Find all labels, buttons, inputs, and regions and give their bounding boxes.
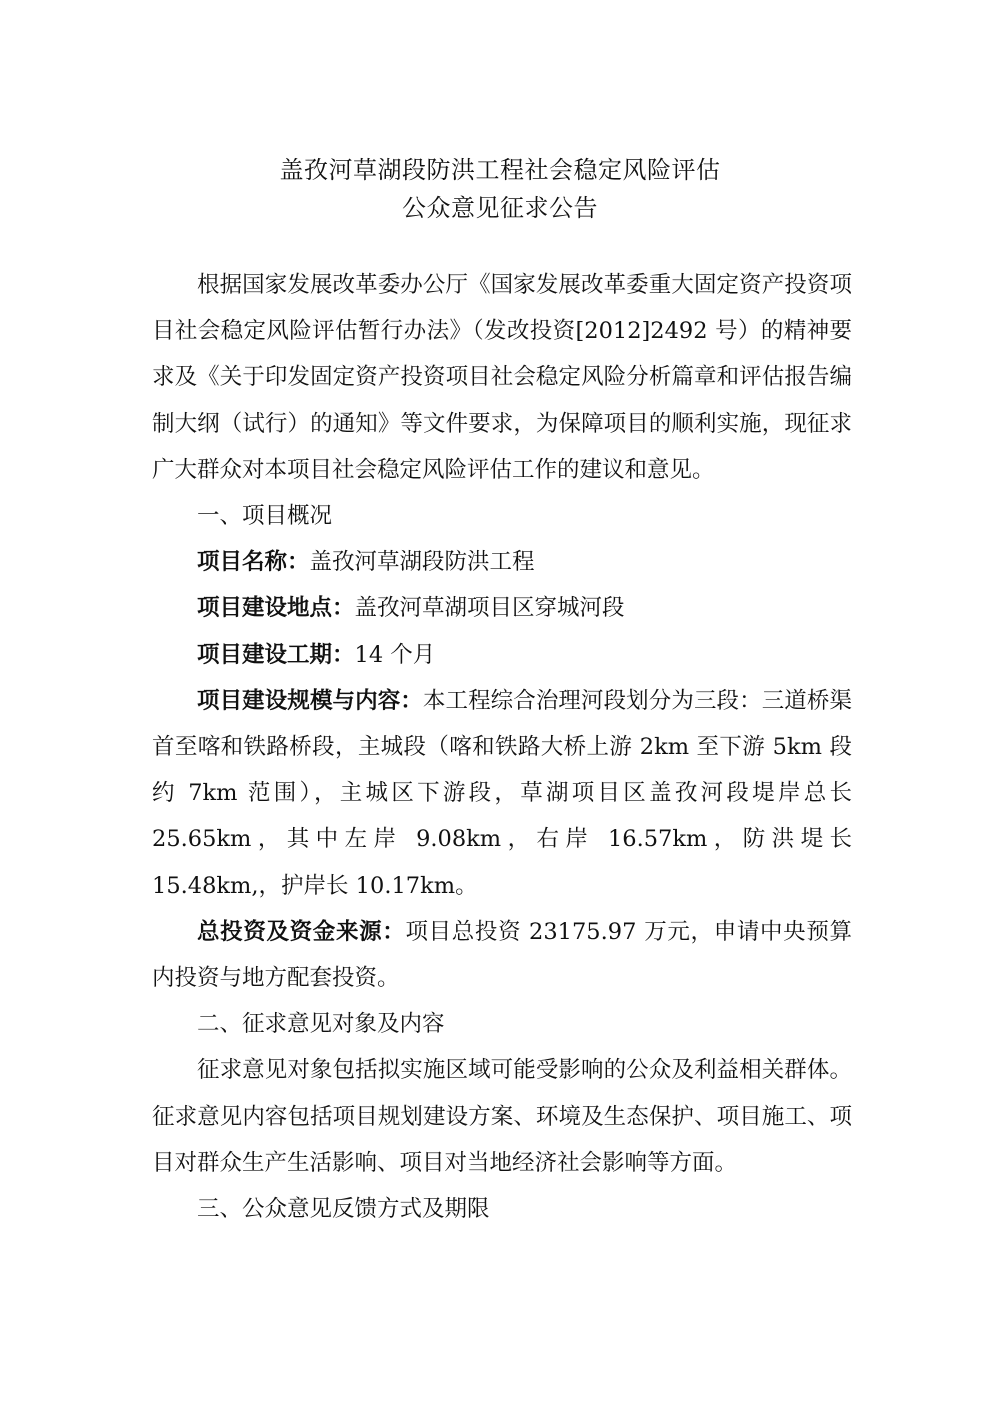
scale-value: 本工程综合治理河段划分为三段：三道桥渠首至喀和铁路桥段，主城段（喀和铁路大桥上游 2km 至下游 5km 段约 7km 范围），主城区下游段，草湖项目区盖孜河段堤岸总长 25.65km，其中左岸 9.08km，右岸 16.57km，防洪堤长 15.48km,，护岸长 10.17km。 [152, 687, 852, 899]
section-2-paragraph: 征求意见对象包括拟实施区域可能受影响的公众及利益相关群体。征求意见内容包括项目规划建设方案、环境及生态保护、项目施工、项目对群众生产生活影响、项目对当地经济社会影响等方面。 [152, 1057, 852, 1176]
scale-label: 项目建设规模与内容： [197, 687, 423, 714]
location-line [152, 585, 852, 631]
section-1-heading: 一、项目概况 [197, 503, 333, 530]
project-name-label: 项目名称： [197, 549, 310, 576]
location-value: 盖孜河草湖项目区穿城河段 [354, 595, 625, 622]
project-name-line [152, 539, 852, 585]
investment-value: 项目总投资 23175.97 万元，申请中央预算内投资与地方配套投资。 [152, 918, 852, 992]
document-body [152, 262, 852, 1232]
investment-paragraph [152, 909, 852, 1001]
document-title: 盖孜河草湖段防洪工程社会稳定风险评估 [279, 156, 721, 184]
period-value: 14 个月 [354, 641, 436, 668]
project-name-value: 盖孜河草湖段防洪工程 [309, 549, 535, 576]
section-2-heading: 二、征求意见对象及内容 [197, 1011, 445, 1038]
section-3-heading: 三、公众意见反馈方式及期限 [197, 1196, 490, 1223]
document-subtitle: 公众意见征求公告 [402, 194, 598, 222]
period-line [152, 632, 852, 678]
investment-label: 总投资及资金来源： [197, 918, 406, 945]
scale-paragraph [152, 678, 852, 909]
period-label: 项目建设工期： [197, 641, 355, 668]
location-label: 项目建设地点： [197, 595, 355, 622]
intro-paragraph: 根据国家发展改革委办公厅《国家发展改革委重大固定资产投资项目社会稳定风险评估暂行办法》（发改投资[2012]2492 号）的精神要求及《关于印发固定资产投资项目社会稳定风险分析篇章和评估报告编制大纲（试行）的通知》等文件要求，为保障项目的顺利实施，现征求广大群众对本项目社会稳定风险评估工作的建议和意见。 [152, 272, 852, 483]
